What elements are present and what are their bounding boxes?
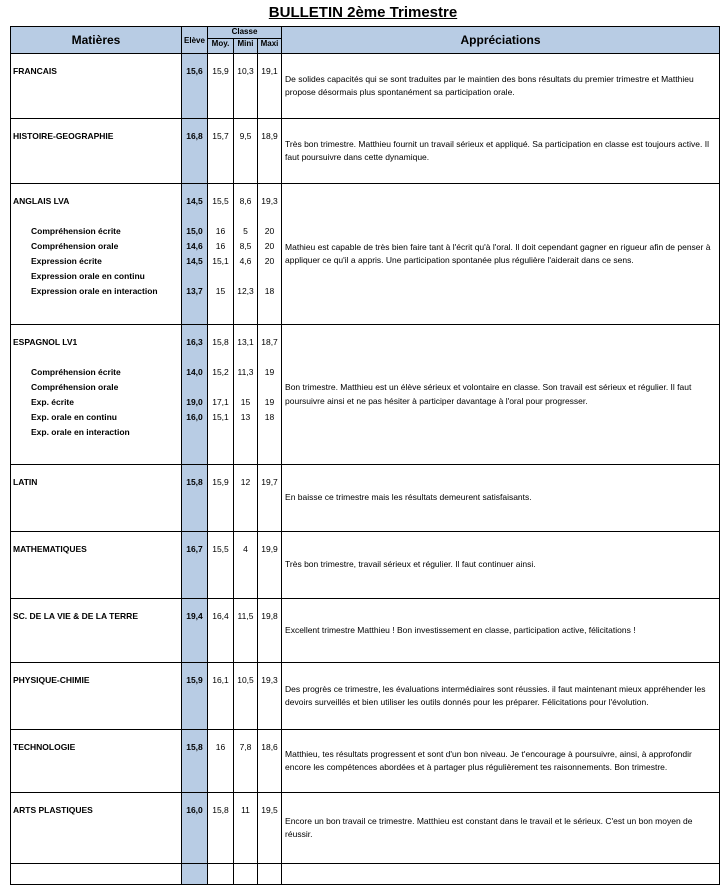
table-row <box>11 54 720 119</box>
class-max <box>258 425 281 440</box>
moy-cell <box>208 184 234 325</box>
appreciation-cell <box>282 864 720 885</box>
mini-cell <box>234 599 258 663</box>
moy-cell <box>208 663 234 730</box>
moy-cell <box>208 532 234 599</box>
moy-cell <box>208 599 234 663</box>
eleve-grade <box>182 380 207 395</box>
class-average: 16 <box>215 241 226 251</box>
class-max: 20 <box>264 241 275 251</box>
eleve-cell <box>182 730 208 793</box>
eleve-cell <box>182 864 208 885</box>
mini-cell <box>234 532 258 599</box>
mini-cell <box>234 184 258 325</box>
mini-cell <box>234 119 258 184</box>
class-average: 15,1 <box>212 412 229 422</box>
eleve-grade: 13,7 <box>186 286 203 296</box>
maxi-cell <box>258 663 282 730</box>
moy-cell <box>208 54 234 119</box>
subject-label: ARTS PLASTIQUES <box>13 805 93 815</box>
eleve-grade: 16,7 <box>186 544 203 554</box>
subject-cell <box>11 54 182 119</box>
appreciation-cell: Mathieu est capable de très bien faire tant à l'écrit qu'à l'oral. Il doit cependant gagner en rigueur afin de penser à appliquer ce qu'il a appris. Une participation spontanée plus régulière l'aiderait dans ce sens. <box>282 184 720 325</box>
moy-cell <box>208 325 234 465</box>
appreciation-cell: Excellent trimestre Matthieu ! Bon investissement en classe, participation active, félicitations ! <box>282 599 720 663</box>
subject-cell <box>11 793 182 864</box>
class-min <box>234 269 257 284</box>
eleve-cell <box>182 465 208 532</box>
class-average: 15 <box>215 286 226 296</box>
class-average: 16 <box>215 226 226 236</box>
class-average: 15,8 <box>212 805 229 815</box>
class-max <box>258 209 281 224</box>
table-row <box>11 663 720 730</box>
header-matieres: Matières <box>11 27 182 54</box>
eleve-grade <box>182 269 207 284</box>
class-min: 11,3 <box>237 367 254 377</box>
eleve-grade <box>182 209 207 224</box>
class-average: 16 <box>215 742 226 752</box>
skill-label: Exp. orale en interaction <box>31 427 130 437</box>
class-max <box>258 380 281 395</box>
class-average: 15,5 <box>212 196 229 206</box>
grades-table-container <box>10 26 719 839</box>
eleve-grade: 16,0 <box>186 412 203 422</box>
subject-label: TECHNOLOGIE <box>13 742 76 752</box>
subject-cell <box>11 599 182 663</box>
maxi-cell <box>258 793 282 864</box>
skill-label: Compréhension écrite <box>31 367 121 377</box>
maxi-cell <box>258 599 282 663</box>
class-min: 13,1 <box>237 337 254 347</box>
class-average <box>208 425 233 440</box>
class-min: 10,3 <box>237 66 254 76</box>
class-max: 18 <box>264 286 275 296</box>
maxi-cell <box>258 864 282 885</box>
skill-label: Expression orale en continu <box>31 271 145 281</box>
eleve-grade <box>182 425 207 440</box>
appreciation-cell: En baisse ce trimestre mais les résultats demeurent satisfaisants. <box>282 465 720 532</box>
appreciation-cell: Encore un bon travail ce trimestre. Matthieu est constant dans le travail et le sérieux. C'est un bon moyen de réussir. <box>282 793 720 864</box>
subject-cell <box>11 532 182 599</box>
eleve-grade: 14,5 <box>186 196 203 206</box>
moy-cell <box>208 119 234 184</box>
skill-label: Expression orale en interaction <box>31 286 158 296</box>
eleve-grade <box>182 350 207 365</box>
eleve-cell <box>182 119 208 184</box>
class-min: 8,5 <box>239 241 252 251</box>
table-row <box>11 184 720 325</box>
maxi-cell <box>258 465 282 532</box>
table-row <box>11 730 720 793</box>
class-min: 12,3 <box>237 286 254 296</box>
eleve-grade: 15,0 <box>186 226 203 236</box>
class-average: 16,1 <box>212 675 229 685</box>
eleve-cell <box>182 663 208 730</box>
class-min: 13 <box>240 412 251 422</box>
mini-cell <box>234 663 258 730</box>
skill-label: Expression écrite <box>31 256 102 266</box>
class-min: 11,5 <box>237 611 254 621</box>
class-average: 15,9 <box>212 66 229 76</box>
class-min: 4 <box>243 544 248 554</box>
skill-label: Exp. écrite <box>31 397 74 407</box>
maxi-cell <box>258 119 282 184</box>
subject-cell <box>11 663 182 730</box>
subject-cell <box>11 730 182 793</box>
maxi-cell <box>258 730 282 793</box>
eleve-cell <box>182 184 208 325</box>
class-max: 18,6 <box>261 742 278 752</box>
table-row <box>11 599 720 663</box>
skill-label: Compréhension orale <box>31 241 119 251</box>
class-max: 20 <box>264 256 275 266</box>
eleve-grade: 15,8 <box>186 477 203 487</box>
eleve-grade: 15,9 <box>186 675 203 685</box>
class-average: 15,7 <box>212 131 229 141</box>
subject-label: ESPAGNOL LV1 <box>13 337 78 347</box>
appreciation-cell: Bon trimestre. Matthieu est un élève sérieux et volontaire en classe. Son travail est sérieux et régulier. Il faut poursuivre ainsi et ne pas hésiter à participer davantage à l'oral pour progresser. <box>282 325 720 465</box>
mini-cell <box>234 730 258 793</box>
header-classe: Classe <box>208 27 282 39</box>
class-average <box>208 380 233 395</box>
table-row <box>11 532 720 599</box>
skill-label: Compréhension écrite <box>31 226 121 236</box>
eleve-grade: 19,4 <box>186 611 203 621</box>
moy-cell <box>208 793 234 864</box>
eleve-grade: 14,6 <box>186 241 203 251</box>
eleve-grade: 14,5 <box>186 256 203 266</box>
eleve-cell <box>182 532 208 599</box>
appreciation-cell: Très bon trimestre. Matthieu fournit un travail sérieux et appliqué. Sa participation en classe est toujours active. Il faut poursuivre dans cette dynamique. <box>282 119 720 184</box>
class-max: 20 <box>264 226 275 236</box>
maxi-cell <box>258 54 282 119</box>
eleve-grade: 14,0 <box>186 367 203 377</box>
class-average: 15,2 <box>212 367 229 377</box>
subject-label: FRANCAIS <box>13 66 57 76</box>
class-max: 19 <box>264 397 275 407</box>
eleve-grade: 15,6 <box>186 66 203 76</box>
moy-cell <box>208 465 234 532</box>
class-min: 10,5 <box>237 675 254 685</box>
header-appreciations: Appréciations <box>282 27 720 54</box>
table-row <box>11 864 720 885</box>
subject-cell <box>11 465 182 532</box>
class-average: 15,9 <box>212 477 229 487</box>
class-max: 18,7 <box>261 337 278 347</box>
class-max: 19,5 <box>261 805 278 815</box>
subject-cell <box>11 864 182 885</box>
maxi-cell <box>258 532 282 599</box>
header-mini: Mini <box>234 39 258 54</box>
mini-cell <box>234 793 258 864</box>
moy-cell <box>208 864 234 885</box>
class-average: 15,8 <box>212 337 229 347</box>
table-row <box>11 793 720 864</box>
grades-table <box>10 26 720 885</box>
maxi-cell <box>258 325 282 465</box>
class-max <box>258 350 281 365</box>
appreciation-cell: De solides capacités qui se sont traduites par le maintien des bons résultats du premier trimestre et Matthieu propose désormais plus spontanément sa participation orale. <box>282 54 720 119</box>
appreciation-cell: Très bon trimestre, travail sérieux et régulier. Il faut continuer ainsi. <box>282 532 720 599</box>
class-min <box>234 425 257 440</box>
mini-cell <box>234 465 258 532</box>
table-row <box>11 465 720 532</box>
appreciation-cell: Des progrès ce trimestre, les évaluations intermédiaires sont réussies. il faut maintenant mieux appréhender les devoirs surveillés et bien utiliser les outils donnés pour les préparer. Félicitations pour l'évolution. <box>282 663 720 730</box>
class-average: 15,5 <box>212 544 229 554</box>
class-min: 7,8 <box>239 742 252 752</box>
eleve-cell <box>182 325 208 465</box>
eleve-grade: 16,8 <box>186 131 203 141</box>
skill-label: Compréhension orale <box>31 382 119 392</box>
class-max <box>258 269 281 284</box>
subject-label: ANGLAIS LVA <box>13 196 70 206</box>
header-maxi: Maxi <box>258 39 282 54</box>
mini-cell <box>234 54 258 119</box>
class-average <box>208 209 233 224</box>
class-min: 4,6 <box>239 256 252 266</box>
header-eleve: Elève <box>182 27 208 54</box>
eleve-grade: 19,0 <box>186 397 203 407</box>
class-max: 19,3 <box>261 675 278 685</box>
subject-cell <box>11 184 182 325</box>
eleve-cell <box>182 793 208 864</box>
class-min: 11 <box>241 805 250 815</box>
header-moy: Moy. <box>208 39 234 54</box>
class-average <box>208 350 233 365</box>
subject-label: SC. DE LA VIE & DE LA TERRE <box>13 611 138 621</box>
subject-label: LATIN <box>13 477 38 487</box>
class-average <box>208 269 233 284</box>
class-min <box>234 350 257 365</box>
skill-label <box>13 209 179 224</box>
eleve-grade: 15,8 <box>186 742 203 752</box>
class-min: 8,6 <box>239 196 252 206</box>
class-max: 19,1 <box>261 66 278 76</box>
class-min: 15 <box>240 397 251 407</box>
mini-cell <box>234 864 258 885</box>
eleve-grade: 16,3 <box>186 337 203 347</box>
class-min <box>234 380 257 395</box>
table-row <box>11 119 720 184</box>
appreciation-cell: Matthieu, tes résultats progressent et sont d'un bon niveau. Je t'encourage à poursuivre, ainsi, à approfondir encore les compétences abordées et à partager plus régulièrement tes raisonnements. Bon trimestre. <box>282 730 720 793</box>
class-average: 16,4 <box>212 611 229 621</box>
class-average: 17,1 <box>212 397 229 407</box>
class-min: 9,5 <box>239 131 252 141</box>
moy-cell <box>208 730 234 793</box>
class-max: 19,3 <box>261 196 278 206</box>
class-max: 19,9 <box>261 544 278 554</box>
subject-cell <box>11 325 182 465</box>
class-max: 19 <box>264 367 275 377</box>
skill-label: Exp. orale en continu <box>31 412 117 422</box>
skill-label <box>13 350 179 365</box>
bulletin-title: BULLETIN 2ème Trimestre <box>268 4 458 21</box>
class-min: 12 <box>240 477 251 487</box>
eleve-grade: 16,0 <box>186 805 203 815</box>
eleve-cell <box>182 599 208 663</box>
subject-label: PHYSIQUE-CHIMIE <box>13 675 90 685</box>
class-max: 18 <box>264 412 275 422</box>
subject-label: HISTOIRE-GEOGRAPHIE <box>13 131 114 141</box>
class-max: 19,8 <box>261 611 278 621</box>
table-row <box>11 325 720 465</box>
class-min <box>234 209 257 224</box>
mini-cell <box>234 325 258 465</box>
class-min: 5 <box>243 226 248 236</box>
maxi-cell <box>258 184 282 325</box>
class-average: 15,1 <box>212 256 229 266</box>
class-max: 18,9 <box>261 131 278 141</box>
eleve-cell <box>182 54 208 119</box>
subject-label: MATHEMATIQUES <box>13 544 87 554</box>
subject-cell <box>11 119 182 184</box>
class-max: 19,7 <box>261 477 278 487</box>
